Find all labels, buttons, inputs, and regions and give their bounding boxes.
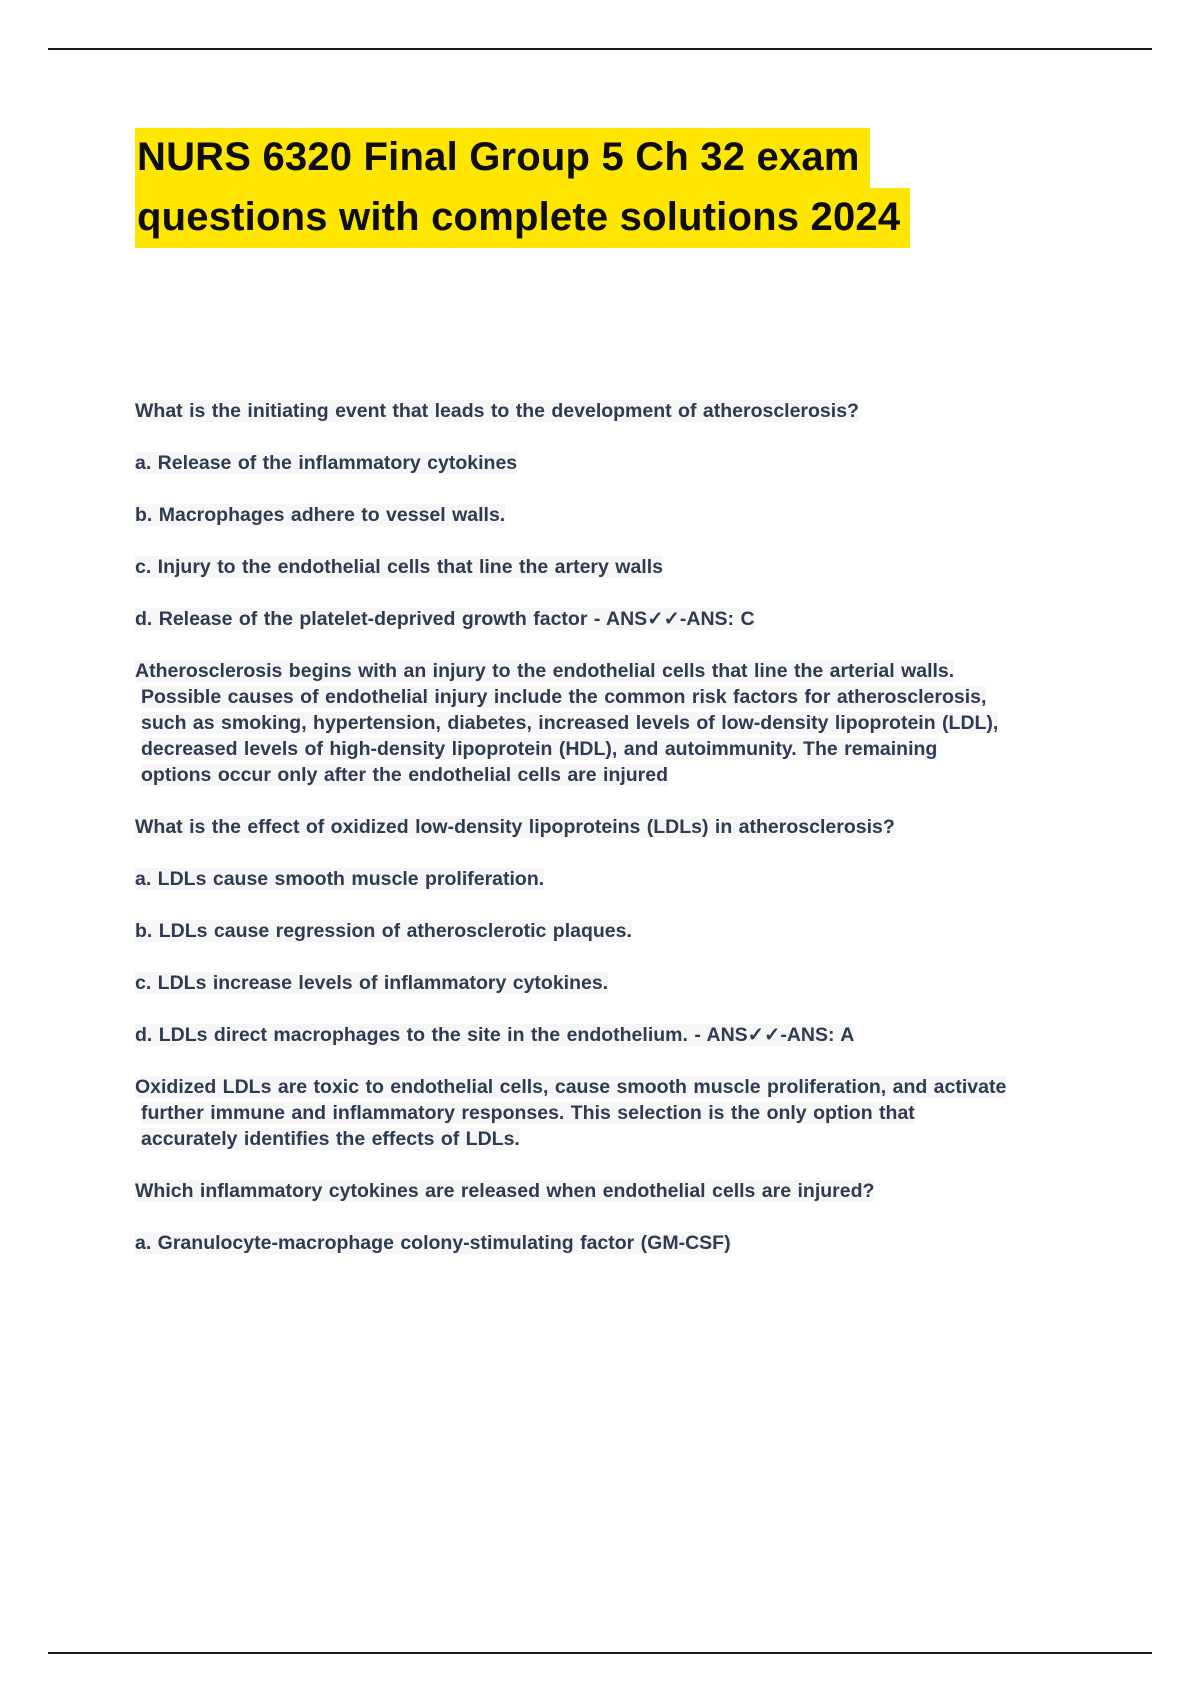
answer-option-paragraph <box>135 1022 1012 1048</box>
title-line-2: questions with complete solutions 2024 <box>135 188 910 248</box>
explanation-text: Atherosclerosis begins with an injury to the endothelial cells that line the arterial walls. Possible causes of endothelial injury include the common risk factors for atherosclerosis, such as smoking, hypertension, diabetes, increased levels of low-density lipoprotein (LDL), decreased levels of high-density lipoprotein (HDL), and autoimmunity. The remaining options occur only after the endothelial cells are injured <box>135 660 999 786</box>
option-text: a. LDLs cause smooth muscle proliferation. <box>135 868 545 890</box>
question-paragraph <box>135 398 1012 424</box>
option-text: c. Injury to the endothelial cells that line the artery walls <box>135 556 663 578</box>
document-title <box>135 128 1012 248</box>
option-paragraph <box>135 502 1012 528</box>
document-body <box>135 398 1012 1256</box>
option-paragraph <box>135 918 1012 944</box>
explanation-paragraph <box>135 658 1012 788</box>
question-text: What is the effect of oxidized low-density lipoproteins (LDLs) in atherosclerosis? <box>135 816 895 838</box>
option-paragraph <box>135 554 1012 580</box>
explanation-paragraph <box>135 1074 1012 1152</box>
option-text: a. Release of the inflammatory cytokines <box>135 452 518 474</box>
option-text: a. Granulocyte-macrophage colony-stimulating factor (GM-CSF) <box>135 1232 731 1254</box>
bottom-rule <box>48 1652 1152 1654</box>
question-text: Which inflammatory cytokines are released when endothelial cells are injured? <box>135 1180 875 1202</box>
question-paragraph <box>135 1178 1012 1204</box>
answer-option-text: d. LDLs direct macrophages to the site in the endothelium. - ANS✓✓-ANS: A <box>135 1024 855 1046</box>
answer-option-paragraph <box>135 606 1012 632</box>
title-line-1: NURS 6320 Final Group 5 Ch 32 exam <box>135 128 870 188</box>
explanation-text: Oxidized LDLs are toxic to endothelial cells, cause smooth muscle proliferation, and activate further immune and inflammatory responses. This selection is the only option that accurately identifies the effects of LDLs. <box>135 1076 1007 1150</box>
option-paragraph <box>135 866 1012 892</box>
option-text: b. LDLs cause regression of atherosclerotic plaques. <box>135 920 632 942</box>
question-text: What is the initiating event that leads to the development of atherosclerosis? <box>135 400 859 422</box>
option-text: c. LDLs increase levels of inflammatory cytokines. <box>135 972 609 994</box>
option-text: b. Macrophages adhere to vessel walls. <box>135 504 506 526</box>
option-paragraph <box>135 1230 1012 1256</box>
page-content <box>135 0 1012 1282</box>
option-paragraph <box>135 450 1012 476</box>
answer-option-text: d. Release of the platelet-deprived growth factor - ANS✓✓-ANS: C <box>135 608 755 630</box>
option-paragraph <box>135 970 1012 996</box>
question-paragraph <box>135 814 1012 840</box>
